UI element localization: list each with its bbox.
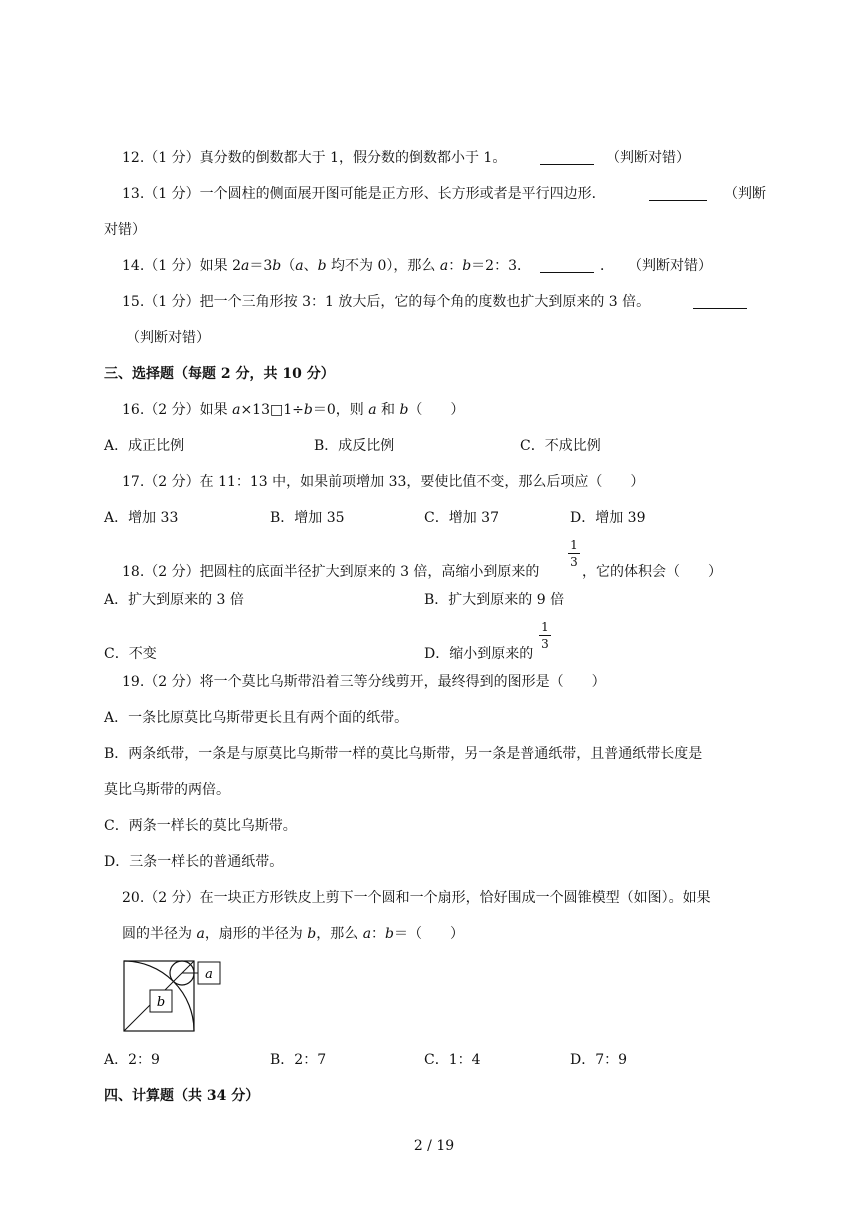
figure-label-b: b — [156, 995, 166, 1010]
q18-option-d-fraction: 1 3 — [539, 620, 551, 651]
q12-tail: （判断对错） — [606, 150, 690, 166]
q16-option-b[interactable]: B．成反比例 — [314, 438, 395, 454]
q18-tail: ，它的体积会（ ） — [582, 564, 722, 580]
q14-tail: （判断对错） — [628, 258, 712, 274]
q18-option-d[interactable]: D．缩小到原来的 — [424, 646, 534, 662]
q20-text-2: 圆的半径为 a，扇形的半径为 b，那么 a：b＝（ ） — [122, 926, 465, 942]
q18-option-b[interactable]: B．扩大到原来的 9 倍 — [424, 592, 565, 608]
q17-option-d[interactable]: D．增加 39 — [570, 510, 646, 526]
q19-text: 19.（2 分）将一个莫比乌斯带沿着三等分线剪开，最终得到的图形是（ ） — [122, 674, 606, 690]
cone-net-figure — [120, 958, 240, 1038]
q18-text: 18.（2 分）把圆柱的底面半径扩大到原来的 3 倍，高缩小到原来的 — [122, 564, 540, 580]
q16-option-a[interactable]: A．成正比例 — [104, 438, 185, 454]
q17-text: 17.（2 分）在 11：13 中，如果前项增加 33，要使比值不变，那么后项应（ ） — [122, 474, 645, 490]
section-4-heading: 四、计算题（共 34 分） — [104, 1088, 260, 1104]
q17-option-c[interactable]: C．增加 37 — [424, 510, 499, 526]
q17-option-b[interactable]: B．增加 35 — [270, 510, 345, 526]
figure-label-a: a — [205, 967, 213, 982]
q13-text: 13.（1 分）一个圆柱的侧面展开图可能是正方形、长方形或者是平行四边形． — [122, 186, 606, 202]
q14-dot: ． — [600, 258, 614, 274]
q13-tail-2: 对错） — [104, 222, 146, 238]
q19-option-b-cont: 莫比乌斯带的两倍。 — [104, 782, 230, 798]
section-3-heading: 三、选择题（每题 2 分，共 10 分） — [104, 366, 335, 382]
q18-option-c[interactable]: C．不变 — [104, 646, 157, 662]
q14-text: 14.（1 分）如果 2a＝3b（a、b 均不为 0），那么 a：b＝2：3． — [122, 258, 531, 274]
q15-tail: （判断对错） — [126, 330, 210, 346]
q17-option-a[interactable]: A．增加 33 — [104, 510, 179, 526]
q15-answer-blank[interactable] — [693, 294, 747, 309]
q20-text: 20.（2 分）在一块正方形铁皮上剪下一个圆和一个扇形，恰好围成一个圆锥模型（如图）。如果 — [122, 890, 711, 906]
q18-option-a[interactable]: A．扩大到原来的 3 倍 — [104, 592, 244, 608]
q18-fraction: 1 3 — [568, 538, 580, 569]
q13-tail: （判断 — [724, 186, 766, 202]
q20-option-a[interactable]: A．2：9 — [104, 1052, 160, 1068]
q19-option-a[interactable]: A．一条比原莫比乌斯带更长且有两个面的纸带。 — [104, 710, 409, 726]
q20-option-c[interactable]: C．1：4 — [424, 1052, 481, 1068]
q14-answer-blank[interactable] — [540, 258, 594, 273]
q19-option-d[interactable]: D．三条一样长的普通纸带。 — [104, 854, 284, 870]
q20-option-d[interactable]: D．7：9 — [570, 1052, 628, 1068]
page-number: 2 / 19 — [413, 1138, 455, 1154]
q12-answer-blank[interactable] — [540, 150, 594, 165]
q13-answer-blank[interactable] — [649, 186, 707, 201]
q12-stem: 12.（1 分）真分数的倒数都大于 1，假分数的倒数都小于 1。 — [122, 150, 507, 166]
q16-option-c[interactable]: C．不成比例 — [520, 438, 601, 454]
q16-text: 16.（2 分）如果 a×13□1÷b＝0，则 a 和 b（ ） — [122, 402, 465, 418]
q19-option-c[interactable]: C．两条一样长的莫比乌斯带。 — [104, 818, 297, 834]
q19-option-b[interactable]: B．两条纸带，一条是与原莫比乌斯带一样的莫比乌斯带，另一条是普通纸带，且普通纸带长度是 — [104, 746, 703, 762]
q12-text — [122, 148, 506, 168]
q15-text: 15.（1 分）把一个三角形按 3：1 放大后，它的每个角的度数也扩大到原来的 3 倍。 — [122, 294, 651, 310]
q20-option-b[interactable]: B．2：7 — [270, 1052, 327, 1068]
